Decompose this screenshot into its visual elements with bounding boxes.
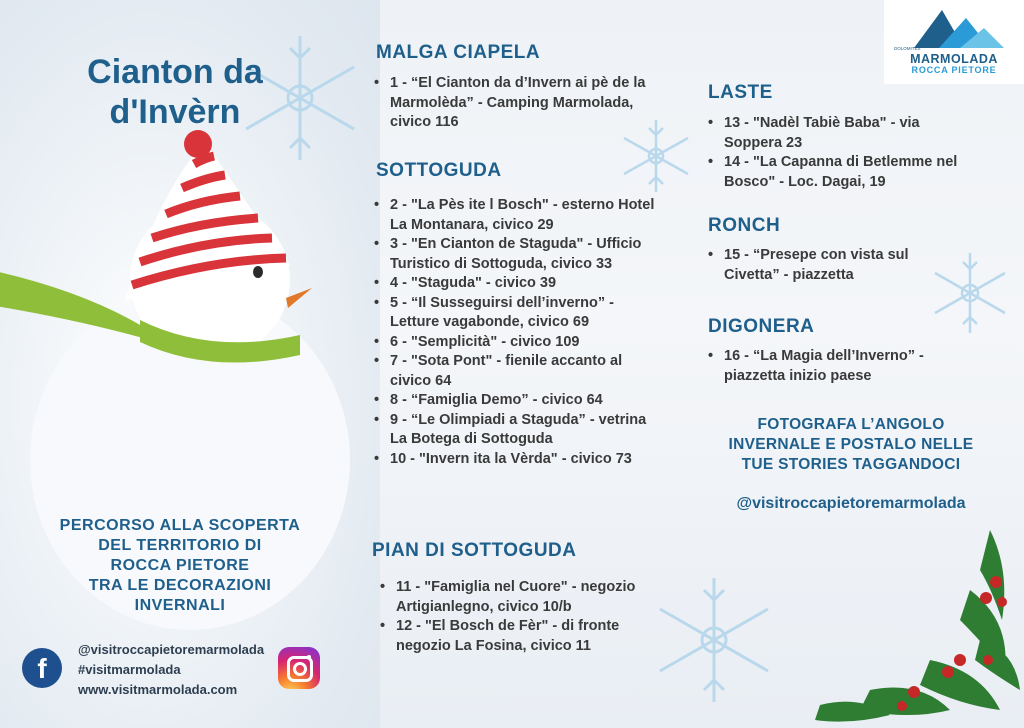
pian-di-sottoguda-list [380, 578, 650, 656]
list-item: • 15 - “Presepe con vista sul Civetta” - piazzetta [708, 246, 928, 285]
list-item: • 7 - "Sota Pont" - fienile accanto al civico 64 [374, 352, 664, 391]
section-title-digonera: DIGONERA [708, 316, 815, 337]
list-item: • 14 - "La Capanna di Betlemme nel Bosco" - Loc. Dagai, 19 [708, 153, 978, 192]
cta-handle[interactable]: @visitroccapietoremarmolada [736, 495, 966, 512]
list-item: • 6 - "Semplicità" - civico 109 [374, 333, 664, 353]
list-item: • 1 - “El Cianton da d’Invern ai pè de la Marmolèda” - Camping Marmolada, civico 116 [374, 74, 664, 133]
list-item: • 13 - "Nadèl Tabiè Baba" - via Soppera 23 [708, 114, 978, 153]
social-hashtag[interactable]: #visitmarmolada [78, 662, 181, 677]
digonera-list [708, 347, 978, 386]
snowflake-icon [654, 570, 774, 710]
list-item: • 5 - “Il Susseguirsi dell’inverno” - Letture vagabonde, civico 69 [374, 294, 664, 333]
sottoguda-list [374, 196, 664, 469]
list-item: • 4 - "Staguda" - civico 39 [374, 274, 664, 294]
social-handle[interactable]: @visitroccapietoremarmolada [78, 642, 265, 657]
mountain-logo-icon [884, 0, 1024, 50]
tagline: PERCORSO ALLA SCOPERTA DEL TERRITORIO DI ROCCA PIETORE TRA LE DECORAZIONI INVERNALI [59, 517, 301, 614]
malga-ciapela-list [374, 74, 664, 133]
call-to-action: FOTOGRAFA L’ANGOLO INVERNALE E POSTALO NELLE TUE STORIES TAGGANDOCI [728, 416, 974, 473]
section-title-laste: LASTE [708, 82, 773, 103]
list-item: • 11 - "Famiglia nel Cuore" - negozio Artigianlegno, civico 10/b [380, 578, 650, 617]
social-links [78, 640, 264, 700]
holly-decoration-icon [810, 510, 1024, 728]
section-title-sottoguda: SOTTOGUDA [376, 160, 502, 181]
list-item: • 12 - "El Bosch de Fèr" - di fronte negozio La Fosina, civico 11 [380, 617, 650, 656]
list-item: • 16 - “La Magia dell’Inverno” - piazzetta inizio paese [708, 347, 978, 386]
laste-list [708, 114, 978, 192]
marmolada-logo: DOLOMITES MARMOLADA ROCCA PIETORE [884, 0, 1024, 84]
section-title-malga-ciapela: MALGA CIAPELA [376, 42, 541, 63]
instagram-icon[interactable] [278, 647, 320, 689]
list-item: • 10 - "Invern ita la Vèrda" - civico 73 [374, 450, 664, 470]
list-item: • 8 - “Famiglia Demo” - civico 64 [374, 391, 664, 411]
ronch-list [708, 246, 928, 285]
list-item: • 3 - "En Cianton de Staguda" - Ufficio Turistico di Sottoguda, civico 33 [374, 235, 664, 274]
section-title-pian-di-sottoguda: PIAN DI SOTTOGUDA [372, 540, 577, 561]
list-item: • 2 - "La Pès ite l Bosch" - esterno Hotel La Montanara, civico 29 [374, 196, 664, 235]
list-item: • 9 - “Le Olimpiadi a Staguda” - vetrina La Botega di Sottoguda [374, 411, 664, 450]
snowflake-icon [930, 250, 1010, 336]
website-link[interactable]: www.visitmarmolada.com [78, 682, 238, 697]
section-title-ronch: RONCH [708, 215, 781, 236]
facebook-icon[interactable]: f [22, 648, 62, 688]
page-title: Cianton da d'Invèrn [87, 53, 263, 131]
